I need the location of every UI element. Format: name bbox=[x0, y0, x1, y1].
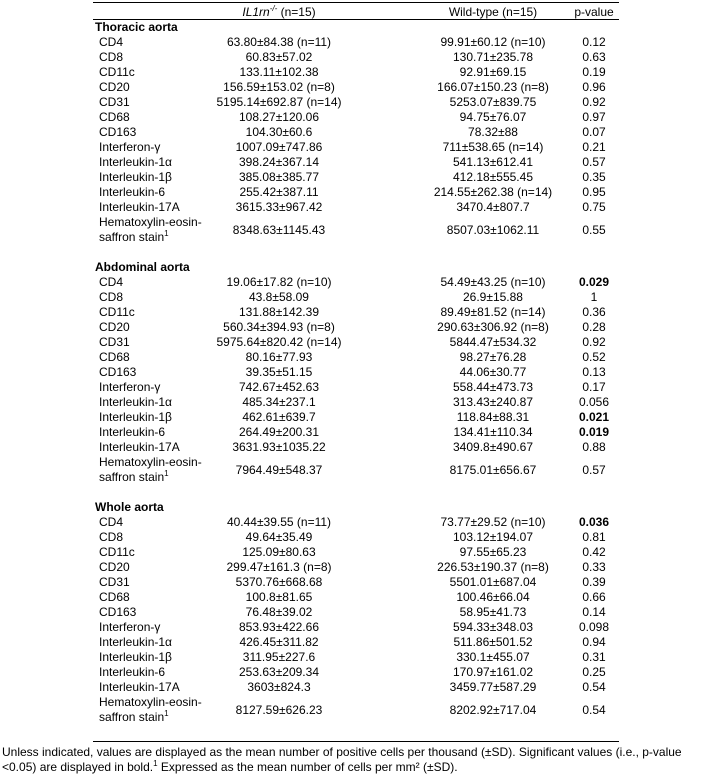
p-value: 0.021 bbox=[578, 410, 610, 424]
p-value: 0.63 bbox=[582, 50, 606, 64]
row-label: CD11c bbox=[99, 305, 135, 319]
table-row bbox=[93, 320, 619, 335]
wildtype-value: 330.1±455.07 bbox=[456, 650, 530, 664]
il1rn-value: 3603±824.3 bbox=[247, 680, 311, 694]
row-label: CD20 bbox=[99, 320, 130, 334]
wildtype-value: 412.18±555.45 bbox=[453, 170, 533, 184]
row-label: CD8 bbox=[99, 530, 124, 544]
table-row bbox=[93, 140, 619, 155]
wildtype-value: 103.12±194.07 bbox=[453, 530, 533, 544]
footnote-sup: 1 bbox=[153, 759, 158, 768]
footnote bbox=[2, 745, 702, 775]
p-value: 0.036 bbox=[578, 515, 610, 529]
wildtype-value: 170.97±161.02 bbox=[453, 665, 533, 679]
wildtype-value: 97.55±65.23 bbox=[459, 545, 527, 559]
table-row bbox=[93, 425, 619, 440]
row-label: Interleukin-17A bbox=[99, 680, 180, 694]
p-value: 1 bbox=[590, 290, 598, 304]
table-row bbox=[93, 290, 619, 305]
p-value: 0.33 bbox=[582, 560, 606, 574]
il1rn-value: 63.80±84.38 (n=11) bbox=[226, 35, 332, 49]
p-value: 0.95 bbox=[582, 185, 606, 199]
il1rn-value: 560.34±394.93 (n=8) bbox=[223, 320, 335, 334]
table-row bbox=[93, 335, 619, 350]
wildtype-value: 92.91±69.15 bbox=[459, 65, 527, 79]
row-label: CD8 bbox=[99, 290, 124, 304]
row-label-line1: Hematoxylin-eosin- bbox=[99, 455, 202, 469]
wildtype-value: 8175.01±656.67 bbox=[449, 463, 537, 477]
section-spacer bbox=[93, 485, 619, 500]
wildtype-value: 44.06±30.77 bbox=[459, 365, 527, 379]
row-label: Interleukin-1α bbox=[99, 395, 172, 409]
il1rn-value: 104.30±60.6 bbox=[245, 125, 313, 139]
row-label: CD4 bbox=[99, 35, 124, 49]
table-row bbox=[93, 605, 619, 620]
table-row bbox=[93, 350, 619, 365]
wildtype-value: 89.49±81.52 (n=14) bbox=[440, 305, 546, 319]
wildtype-value: 26.9±15.88 bbox=[463, 290, 523, 304]
header-il1rn bbox=[199, 5, 359, 20]
p-value: 0.029 bbox=[578, 275, 610, 289]
il1rn-value: 7964.49±548.37 bbox=[235, 463, 323, 477]
table-row bbox=[93, 695, 619, 725]
table-row bbox=[93, 575, 619, 590]
row-label: Interleukin-1β bbox=[99, 650, 172, 664]
p-value: 0.57 bbox=[582, 155, 606, 169]
row-label: CD163 bbox=[99, 605, 137, 619]
row-label: Interleukin-1α bbox=[99, 155, 172, 169]
p-value: 0.13 bbox=[582, 365, 606, 379]
p-value: 0.07 bbox=[582, 125, 606, 139]
il1rn-value: 3615.33±967.42 bbox=[235, 200, 323, 214]
row-label: CD4 bbox=[99, 275, 124, 289]
il1rn-value: 19.06±17.82 (n=10) bbox=[226, 275, 332, 289]
p-value: 0.88 bbox=[582, 440, 606, 454]
wildtype-value: 5501.01±687.04 bbox=[449, 575, 537, 589]
row-label: Interleukin-17A bbox=[99, 440, 180, 454]
table-row bbox=[93, 680, 619, 695]
wildtype-value: 594.33±348.03 bbox=[453, 620, 533, 634]
il1rn-value: 462.61±639.7 bbox=[242, 410, 316, 424]
p-value: 0.19 bbox=[582, 65, 606, 79]
p-value: 0.25 bbox=[582, 665, 606, 679]
wildtype-value: 711±538.65 (n=14) bbox=[442, 140, 544, 154]
wildtype-value: 3409.8±490.67 bbox=[453, 440, 533, 454]
il1rn-value: 131.88±142.39 bbox=[239, 305, 319, 319]
il1rn-value: 385.08±385.77 bbox=[239, 170, 319, 184]
bottom-rule bbox=[93, 741, 619, 742]
table-header bbox=[93, 3, 619, 21]
header-wildtype: Wild-type (n=15) bbox=[448, 5, 538, 19]
row-label: Interferon-γ bbox=[99, 380, 161, 394]
wildtype-value: 214.55±262.38 (n=14) bbox=[433, 185, 553, 199]
il1rn-value: 1007.09±747.86 bbox=[235, 140, 323, 154]
table-row bbox=[93, 395, 619, 410]
row-label: CD8 bbox=[99, 50, 124, 64]
il1rn-value: 100.8±81.65 bbox=[245, 590, 313, 604]
wildtype-value: 134.41±110.34 bbox=[453, 425, 533, 439]
row-label: Interferon-γ bbox=[99, 620, 161, 634]
header-gene-sup: -/- bbox=[269, 4, 278, 13]
section-spacer bbox=[93, 245, 619, 260]
p-value: 0.019 bbox=[578, 425, 610, 439]
wildtype-value: 130.71±235.78 bbox=[453, 50, 533, 64]
il1rn-value: 253.63±209.34 bbox=[239, 665, 319, 679]
row-label: Interleukin-1α bbox=[99, 635, 172, 649]
p-value: 0.75 bbox=[582, 200, 606, 214]
p-value: 0.97 bbox=[582, 110, 606, 124]
wildtype-value: 290.63±306.92 (n=8) bbox=[437, 320, 549, 334]
row-label: Interleukin-1β bbox=[99, 410, 172, 424]
section-title: Whole aorta bbox=[95, 500, 164, 514]
il1rn-value: 60.83±57.02 bbox=[245, 50, 313, 64]
row-label: CD20 bbox=[99, 80, 130, 94]
footnote-text2: Expressed as the mean number of cells per mm² (±SD). bbox=[157, 760, 458, 774]
table-row bbox=[93, 545, 619, 560]
p-value: 0.14 bbox=[582, 605, 606, 619]
row-label-line2: saffron stain bbox=[99, 470, 165, 484]
table-body bbox=[93, 20, 619, 725]
table-row bbox=[93, 215, 619, 245]
table-row bbox=[93, 80, 619, 95]
wildtype-value: 5844.47±534.32 bbox=[449, 335, 537, 349]
table-row bbox=[93, 275, 619, 290]
section-title: Thoracic aorta bbox=[95, 20, 178, 34]
header-pvalue: p-value bbox=[574, 5, 614, 19]
il1rn-value: 8348.63±1145.43 bbox=[232, 223, 326, 237]
row-label: CD4 bbox=[99, 515, 124, 529]
table-row bbox=[93, 110, 619, 125]
wildtype-value: 94.75±76.07 bbox=[459, 110, 527, 124]
wildtype-value: 313.43±240.87 bbox=[453, 395, 533, 409]
wildtype-value: 98.27±76.28 bbox=[459, 350, 527, 364]
wildtype-value: 100.46±66.04 bbox=[456, 590, 530, 604]
il1rn-value: 40.44±39.55 (n=11) bbox=[226, 515, 332, 529]
p-value: 0.81 bbox=[582, 530, 606, 544]
table-row bbox=[93, 65, 619, 80]
wildtype-value: 118.84±88.31 bbox=[456, 410, 530, 424]
wildtype-value: 541.13±612.41 bbox=[453, 155, 533, 169]
table-row bbox=[93, 305, 619, 320]
row-label: Interferon-γ bbox=[99, 140, 161, 154]
p-value: 0.12 bbox=[582, 35, 606, 49]
p-value: 0.36 bbox=[582, 305, 606, 319]
row-label: CD68 bbox=[99, 350, 130, 364]
p-value: 0.39 bbox=[582, 575, 606, 589]
row-label-sup: 1 bbox=[164, 469, 169, 478]
il1rn-value: 108.27±120.06 bbox=[239, 110, 319, 124]
row-label: CD31 bbox=[99, 575, 130, 589]
p-value: 0.52 bbox=[582, 350, 606, 364]
table-row bbox=[93, 380, 619, 395]
wildtype-value: 99.91±60.12 (n=10) bbox=[440, 35, 546, 49]
wildtype-value: 8202.92±717.04 bbox=[449, 703, 537, 717]
row-label: Interleukin-6 bbox=[99, 665, 166, 679]
wildtype-value: 558.44±473.73 bbox=[453, 380, 533, 394]
table-row bbox=[93, 455, 619, 485]
p-value: 0.21 bbox=[582, 140, 606, 154]
table-row bbox=[93, 155, 619, 170]
il1rn-value: 3631.93±1035.22 bbox=[232, 440, 326, 454]
p-value: 0.056 bbox=[578, 395, 610, 409]
p-value: 0.94 bbox=[582, 635, 606, 649]
row-label: CD163 bbox=[99, 125, 137, 139]
row-label: CD68 bbox=[99, 590, 130, 604]
il1rn-value: 426.45±311.82 bbox=[239, 635, 319, 649]
p-value: 0.42 bbox=[582, 545, 606, 559]
row-label: Interleukin-1β bbox=[99, 170, 172, 184]
table-row bbox=[93, 50, 619, 65]
row-label-line1: Hematoxylin-eosin- bbox=[99, 695, 202, 709]
wildtype-value: 54.49±43.25 (n=10) bbox=[440, 275, 546, 289]
p-value: 0.66 bbox=[582, 590, 606, 604]
wildtype-value: 3470.4±807.7 bbox=[456, 200, 530, 214]
il1rn-value: 264.49±200.31 bbox=[239, 425, 319, 439]
il1rn-value: 255.42±387.11 bbox=[239, 185, 319, 199]
wildtype-value: 5253.07±839.75 bbox=[449, 95, 537, 109]
il1rn-value: 39.35±51.15 bbox=[245, 365, 313, 379]
section-title-row bbox=[93, 500, 619, 515]
row-label: Interleukin-17A bbox=[99, 200, 180, 214]
il1rn-value: 49.64±35.49 bbox=[245, 530, 313, 544]
il1rn-value: 485.34±237.1 bbox=[242, 395, 316, 409]
row-label-line2: saffron stain bbox=[99, 230, 165, 244]
row-label: CD20 bbox=[99, 560, 130, 574]
row-label-line1: Hematoxylin-eosin- bbox=[99, 215, 202, 229]
p-value: 0.17 bbox=[582, 380, 606, 394]
row-label: CD31 bbox=[99, 95, 130, 109]
table-row bbox=[93, 95, 619, 110]
il1rn-value: 853.93±422.66 bbox=[239, 620, 319, 634]
il1rn-value: 311.95±227.6 bbox=[242, 650, 316, 664]
il1rn-value: 5975.64±820.42 (n=14) bbox=[216, 335, 342, 349]
table-row bbox=[93, 620, 619, 635]
p-value: 0.57 bbox=[582, 463, 606, 477]
p-value: 0.54 bbox=[582, 680, 606, 694]
row-label-sup: 1 bbox=[164, 709, 169, 718]
il1rn-value: 156.59±153.02 (n=8) bbox=[223, 80, 335, 94]
il1rn-value: 5195.14±692.87 (n=14) bbox=[216, 95, 342, 109]
wildtype-value: 226.53±190.37 (n=8) bbox=[437, 560, 549, 574]
table-row bbox=[93, 650, 619, 665]
row-label: Interleukin-6 bbox=[99, 425, 166, 439]
il1rn-value: 133.11±102.38 bbox=[239, 65, 319, 79]
table-row bbox=[93, 440, 619, 455]
table-row bbox=[93, 185, 619, 200]
il1rn-value: 5370.76±668.68 bbox=[235, 575, 323, 589]
table-row bbox=[93, 35, 619, 50]
p-value: 0.54 bbox=[582, 703, 606, 717]
table-row bbox=[93, 530, 619, 545]
section-title: Abdominal aorta bbox=[95, 260, 190, 274]
table-row bbox=[93, 590, 619, 605]
header-gene: IL1rn bbox=[242, 5, 270, 19]
wildtype-value: 8507.03±1062.11 bbox=[446, 223, 540, 237]
section-title-row bbox=[93, 260, 619, 275]
footnote-text: Unless indicated, values are displayed as the mean number of positive cells per thousand (±SD). Significant values (i.e., p-value <0.05) are displayed in bold. bbox=[2, 745, 682, 774]
row-label: CD11c bbox=[99, 545, 135, 559]
il1rn-value: 80.16±77.93 bbox=[245, 350, 313, 364]
table-row bbox=[93, 635, 619, 650]
table-row bbox=[93, 170, 619, 185]
p-value: 0.28 bbox=[582, 320, 606, 334]
p-value: 0.098 bbox=[578, 620, 610, 634]
row-label-sup: 1 bbox=[164, 229, 169, 238]
il1rn-value: 742.67±452.63 bbox=[239, 380, 319, 394]
table-row bbox=[93, 200, 619, 215]
row-label: CD11c bbox=[99, 65, 135, 79]
table-row bbox=[93, 560, 619, 575]
table-row bbox=[93, 515, 619, 530]
p-value: 0.35 bbox=[582, 170, 606, 184]
p-value: 0.31 bbox=[582, 650, 606, 664]
p-value: 0.92 bbox=[582, 95, 606, 109]
wildtype-value: 166.07±150.23 (n=8) bbox=[437, 80, 549, 94]
wildtype-value: 73.77±29.52 (n=10) bbox=[440, 515, 546, 529]
row-label: CD68 bbox=[99, 110, 130, 124]
table-row bbox=[93, 125, 619, 140]
il1rn-value: 125.09±80.63 bbox=[242, 545, 316, 559]
il1rn-value: 76.48±39.02 bbox=[245, 605, 313, 619]
results-table bbox=[93, 2, 619, 725]
row-label: CD163 bbox=[99, 365, 137, 379]
header-n: (n=15) bbox=[277, 5, 316, 19]
wildtype-value: 58.95±41.73 bbox=[459, 605, 527, 619]
p-value: 0.92 bbox=[582, 335, 606, 349]
section-title-row bbox=[93, 20, 619, 35]
il1rn-value: 8127.59±626.23 bbox=[235, 703, 323, 717]
il1rn-value: 398.24±367.14 bbox=[239, 155, 319, 169]
row-label-line2: saffron stain bbox=[99, 710, 165, 724]
wildtype-value: 511.86±501.52 bbox=[453, 635, 533, 649]
row-label: CD31 bbox=[99, 335, 130, 349]
p-value: 0.96 bbox=[582, 80, 606, 94]
il1rn-value: 43.8±58.09 bbox=[249, 290, 309, 304]
row-label: Interleukin-6 bbox=[99, 185, 166, 199]
p-value: 0.55 bbox=[582, 223, 606, 237]
wildtype-value: 3459.77±587.29 bbox=[449, 680, 537, 694]
table-row bbox=[93, 665, 619, 680]
il1rn-value: 299.47±161.3 (n=8) bbox=[226, 560, 332, 574]
table-row bbox=[93, 410, 619, 425]
table-row bbox=[93, 365, 619, 380]
wildtype-value: 78.32±88 bbox=[468, 125, 518, 139]
